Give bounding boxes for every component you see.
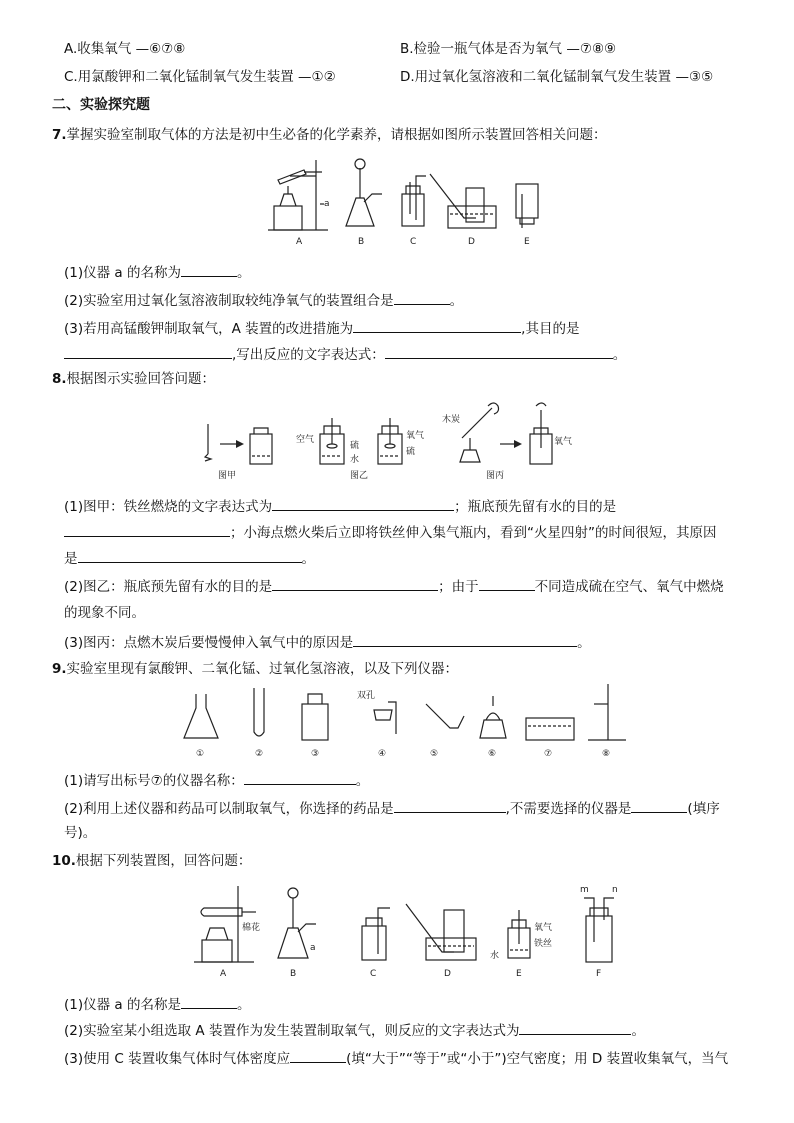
q7-label-c: C <box>410 237 417 247</box>
q7-stem <box>52 126 607 144</box>
q8-experiment-figure <box>200 398 580 482</box>
q8-p1-blank1[interactable] <box>272 496 454 511</box>
q8-number: 8. <box>52 371 67 387</box>
q7-p2-blank[interactable] <box>394 290 450 305</box>
q10-apparatus-figure <box>190 880 630 980</box>
q10-label-wire: 铁丝 <box>534 939 553 949</box>
q8-p1-reason: ；小海点燃火柴后立即将铁丝伸入集气瓶内，看到“火星四射”的时间很短，其原因 <box>230 525 717 541</box>
q9-conical-flask <box>184 694 218 738</box>
q7-p3-equation: ,写出反应的文字表达式： <box>232 347 385 363</box>
q9-double-hole-stopper <box>374 702 396 734</box>
q10-p3-text: (3)使用 C 装置收集气体时气体密度应 <box>64 1051 291 1067</box>
q10-apparatus-f <box>584 898 614 962</box>
q9-iron-stand <box>588 684 626 740</box>
q8-part2-cont: 的现象不同。 <box>64 605 145 621</box>
q8-label-oxygen1: 氧气 <box>406 431 425 441</box>
q9-label-hole: 双孔 <box>357 691 376 701</box>
q10-label-cotton: 棉花 <box>242 923 261 933</box>
q9-p1-end: 。 <box>355 773 370 789</box>
q10-stem <box>52 852 251 870</box>
q8-p1-end: 。 <box>301 551 315 567</box>
q7-p1-end: 。 <box>236 265 251 281</box>
q9-part2-cont: 号)。 <box>64 825 97 841</box>
q10-label-n: n <box>612 885 618 895</box>
section-title: 二、实验探究题 <box>52 97 150 113</box>
q10-part2 <box>64 1020 645 1040</box>
q9-stem <box>52 660 458 678</box>
q7-p3-blank2[interactable] <box>64 344 232 359</box>
q7-part3-cont <box>64 344 626 364</box>
q8-p2-blank1[interactable] <box>272 576 438 591</box>
q8-p2-text: (2)图乙：瓶底预先留有水的目的是 <box>64 579 273 595</box>
option-a: A.收集氧气 —⑥⑦⑧ <box>64 41 186 57</box>
q7-p2-end: 。 <box>449 293 464 309</box>
q10-label-b: B <box>290 969 297 979</box>
q9-label-1: ① <box>196 749 205 759</box>
q8-label-jia: 图甲 <box>218 471 237 481</box>
q10-part1 <box>64 994 250 1014</box>
q8-p1-text: (1)图甲：铁丝燃烧的文字表达式为 <box>64 499 273 515</box>
q8-p1-blank2[interactable] <box>64 522 230 537</box>
q7-apparatus-d <box>430 174 496 228</box>
q8-stem <box>52 370 215 388</box>
q7-label-instrument-a: a <box>324 199 330 209</box>
q10-label-m: m <box>580 885 589 895</box>
q10-p3-blank[interactable] <box>290 1048 346 1063</box>
q7-p1-text: (1)仪器 a 的名称为 <box>64 265 181 281</box>
q9-p1-text: (1)请写出标号⑦的仪器名称： <box>64 773 244 789</box>
q7-p1-blank[interactable] <box>181 262 237 277</box>
q7-part2 <box>64 290 463 310</box>
q10-label-c: C <box>370 969 377 979</box>
q10-p1-text: (1)仪器 a 的名称是 <box>64 997 181 1013</box>
q7-stem-text: 掌握实验室制取气体的方法是初中生必备的化学素养，请根据如图所示装置回答相关问题： <box>66 127 607 143</box>
q8-fig-jia <box>205 424 272 464</box>
q9-number: 9. <box>52 661 67 677</box>
q9-p2-blank1[interactable] <box>394 798 506 813</box>
q7-label-e: E <box>524 237 530 247</box>
q10-stem-text: 根据下列装置图，回答问题： <box>75 853 252 869</box>
q7-label-b: B <box>358 237 365 247</box>
q8-p2-blank2[interactable] <box>479 576 535 591</box>
q10-label-a: A <box>220 969 227 979</box>
q7-p3-blank3[interactable] <box>385 344 613 359</box>
q8-label-yi: 图乙 <box>350 471 369 481</box>
q8-p1-blank3[interactable] <box>78 548 302 563</box>
q9-label-2: ② <box>255 749 264 759</box>
q8-label-bing: 图丙 <box>486 471 505 481</box>
q8-part1-cont2 <box>64 548 315 568</box>
q8-label-water: 水 <box>350 455 360 465</box>
q9-stem-text: 实验室里现有氯酸钾、二氧化锰、过氧化氢溶液，以及下列仪器： <box>66 661 459 677</box>
q10-p2-text: (2)实验室某小组选取 A 装置作为发生装置制取氧气，则反应的文字表达式为 <box>64 1023 520 1039</box>
option-c: C.用氯酸钾和二氧化锰制氧气发生装置 —①② <box>64 69 336 85</box>
q8-part2 <box>64 576 724 596</box>
q8-p1-is: 是 <box>64 551 78 567</box>
q7-apparatus-a <box>268 160 328 230</box>
q10-label-water: 水 <box>490 951 500 961</box>
q7-label-a: A <box>296 237 303 247</box>
q7-number: 7. <box>52 127 67 143</box>
q9-label-6: ⑥ <box>488 749 497 759</box>
q9-label-3: ③ <box>311 749 320 759</box>
q8-p1-water: ；瓶底预先留有水的目的是 <box>454 499 617 515</box>
q10-apparatus-d <box>406 904 476 960</box>
q10-label-f: F <box>596 969 602 979</box>
q10-label-e: E <box>516 969 522 979</box>
q8-label-oxygen2: 氧气 <box>554 437 573 447</box>
q9-p2-not-needed: ,不需要选择的仪器是 <box>505 801 632 817</box>
q8-stem-text: 根据图示实验回答问题： <box>66 371 216 387</box>
q7-p2-text: (2)实验室用过氧化氢溶液制取较纯净氧气的装置组合是 <box>64 293 394 309</box>
q9-water-trough <box>526 718 574 740</box>
q10-p3-cont: (填“大于”“等于”或“小于”)空气密度；用 D 装置收集氧气，当气 <box>346 1051 729 1067</box>
q7-part1 <box>64 262 250 282</box>
q7-part3 <box>64 318 579 338</box>
q9-test-tube <box>254 688 264 736</box>
q7-label-d: D <box>468 237 475 247</box>
q9-label-7: ⑦ <box>544 749 553 759</box>
q10-p2-blank[interactable] <box>519 1020 631 1035</box>
q9-gas-bottle <box>302 694 328 740</box>
q8-p3-end: 。 <box>577 635 591 651</box>
q10-apparatus-c <box>362 908 390 960</box>
q7-apparatus-c <box>402 176 426 226</box>
q10-label-instrument-a: a <box>310 943 316 953</box>
q9-alcohol-lamp <box>480 696 506 738</box>
q9-label-4: ④ <box>378 749 387 759</box>
q8-label-air: 空气 <box>296 435 315 445</box>
q10-number: 10. <box>52 853 76 869</box>
q9-p1-blank[interactable] <box>244 770 356 785</box>
q9-p2-blank2[interactable] <box>631 798 687 813</box>
q9-part2 <box>64 798 720 818</box>
q7-p3-purpose: ,其目的是 <box>521 321 580 337</box>
q9-p2-text: (2)利用上述仪器和药品可以制取氧气，你选择的药品是 <box>64 801 394 817</box>
q8-p3-text: (3)图丙：点燃木炭后要慢慢伸入氧气中的原因是 <box>64 635 354 651</box>
q7-apparatus-e <box>516 184 538 228</box>
q7-p3-end: 。 <box>612 347 627 363</box>
q8-part1-cont <box>64 522 717 542</box>
q7-p3-text: (3)若用高锰酸钾制取氧气，A 装置的改进措施为 <box>64 321 354 337</box>
q8-p2-result: 不同造成硫在空气、氧气中燃烧 <box>534 579 724 595</box>
q9-delivery-tube <box>426 704 464 728</box>
q10-apparatus-e <box>508 910 530 958</box>
q7-apparatus-b <box>346 159 382 226</box>
q10-label-oxygen: 氧气 <box>534 923 553 933</box>
q10-p1-blank[interactable] <box>181 994 237 1009</box>
q8-label-sulfur2: 硫 <box>406 447 416 457</box>
q10-label-d: D <box>444 969 451 979</box>
option-b: B.检验一瓶气体是否为氧气 —⑦⑧⑨ <box>400 41 617 57</box>
q9-p2-fill: (填序 <box>687 801 720 817</box>
q9-label-8: ⑧ <box>602 749 611 759</box>
q8-label-charcoal: 木炭 <box>442 415 461 425</box>
option-d: D.用过氧化氢溶液和二氧化锰制氧气发生装置 —③⑤ <box>400 69 714 85</box>
q10-p1-end: 。 <box>236 997 251 1013</box>
q9-part1 <box>64 770 369 790</box>
q8-part1 <box>64 496 616 516</box>
q8-fig-bing <box>460 403 552 464</box>
q8-fig-yi <box>320 418 402 464</box>
q10-part3 <box>64 1048 728 1068</box>
q10-p2-end: 。 <box>631 1023 645 1039</box>
q7-apparatus-figure <box>264 154 554 248</box>
q7-p3-blank1[interactable] <box>353 318 521 333</box>
q9-instruments-figure <box>178 682 628 762</box>
q8-part3 <box>64 632 591 652</box>
q8-label-sulfur1: 硫 <box>350 441 360 451</box>
q9-label-5: ⑤ <box>430 749 439 759</box>
q8-p3-blank[interactable] <box>353 632 577 647</box>
q8-p2-because: ；由于 <box>438 579 479 595</box>
